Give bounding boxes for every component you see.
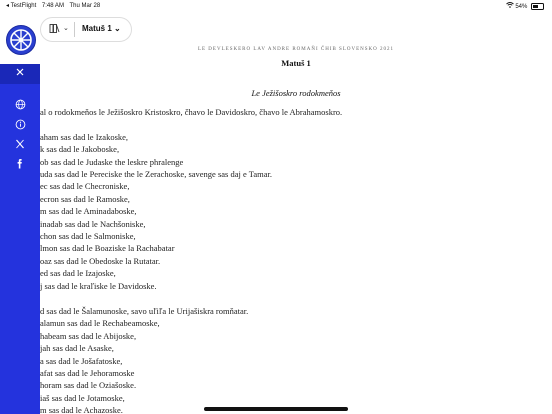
wifi-icon [506, 4, 516, 10]
verse-line[interactable]: m sas dad le Aminadaboske, [40, 206, 137, 217]
chapter-reference-label: Matuš 1 [82, 24, 112, 33]
verse-line[interactable]: al o rodokmeňos le Ježišoskro Kristoskro, čhavo le Davidoskro, čhavo le Abrahamoskro. [40, 107, 343, 117]
x-icon[interactable] [12, 138, 28, 154]
section-heading: Le Ježišoskro rodokmeňos [251, 88, 341, 98]
back-to-app-link[interactable]: ◂ TestFlight [6, 3, 37, 9]
verse-line[interactable]: chon sas dad le Salmoniske, [40, 231, 136, 241]
battery-fill [533, 5, 538, 8]
chapter-title: Matuš 1 [281, 58, 311, 68]
verse-line[interactable]: lmon sas dad le Boaziske la Rachabatar [40, 243, 175, 254]
verse-line[interactable]: ecron sas dad le Ramoske, [40, 193, 130, 204]
verse-line[interactable]: ec sas dad le Checroniske, [40, 181, 130, 192]
verse-line[interactable]: alamun sas dad le Rechabeamoske, [40, 318, 160, 329]
chapter-reference-button[interactable] [82, 24, 121, 33]
status-bar [0, 0, 552, 12]
verse-line[interactable]: afat sas dad le Jehoramoske [40, 368, 135, 378]
verse-line[interactable]: a sas dad le Jošafatoske, [40, 355, 123, 366]
verse-line[interactable]: aham sas dad le Izakoske, [40, 131, 129, 142]
info-icon[interactable] [12, 119, 28, 135]
verse-line[interactable]: horam sas dad le Oziašoske. [40, 380, 137, 391]
verse-line[interactable]: k sas dad le Jakoboske, [40, 144, 120, 155]
book-chapter-selector[interactable] [40, 17, 132, 42]
verse-line[interactable]: m sas dad le Achazoske. [40, 405, 123, 414]
home-indicator[interactable] [204, 407, 348, 411]
status-date: Thu Mar 28 [69, 3, 101, 9]
battery-icon [531, 3, 544, 10]
verse-line[interactable]: iaš sas dad le Jotamoske, [40, 392, 125, 403]
battery-percent: 54% [515, 4, 528, 10]
chevron-down-icon[interactable]: ⌄ [63, 25, 69, 32]
verse-line[interactable]: d sas dad le Šalamunoske, savo uľiľa le Urijašiskra romňatar. [40, 306, 249, 316]
verse-line[interactable]: inadab sas dad le Nachšoniske, [40, 218, 146, 229]
sidebar-menu-panel [0, 64, 40, 414]
close-icon[interactable] [12, 66, 28, 82]
status-time: 7:48 AM [41, 3, 64, 9]
verse-line[interactable]: jah sas dad le Asaske, [40, 343, 114, 354]
reader-content [40, 40, 552, 414]
version-title: LE DEVLESKERO LAV ANDRE ROMAŇI ČHIB SLOVENSKO 2021 [197, 47, 395, 52]
verse-line[interactable]: ob sas dad le Judaske the leskre phralenge [40, 156, 184, 167]
sidebar [0, 12, 40, 414]
toolbar-divider [74, 22, 75, 37]
book-icon[interactable] [49, 23, 60, 37]
verse-line[interactable]: uda sas dad le Pereciske the le Zerachoske, savenge sas daj e Tamar. [40, 169, 272, 179]
verse-line[interactable]: oaz sas dad le Obedoske la Rutatar. [40, 255, 161, 266]
verse-line[interactable]: ed sas dad le Izajoske, [40, 268, 116, 279]
app-logo[interactable] [6, 25, 36, 55]
globe-icon[interactable] [12, 99, 28, 115]
status-left [6, 2, 104, 9]
verse-line[interactable]: j sas dad le kraľiske le Davidoske. [40, 280, 157, 291]
chevron-down-icon: ⌄ [114, 24, 121, 33]
verse-line[interactable]: habeam sas dad le Abijoske, [40, 330, 137, 341]
status-right [506, 2, 544, 10]
facebook-icon[interactable] [12, 158, 28, 174]
